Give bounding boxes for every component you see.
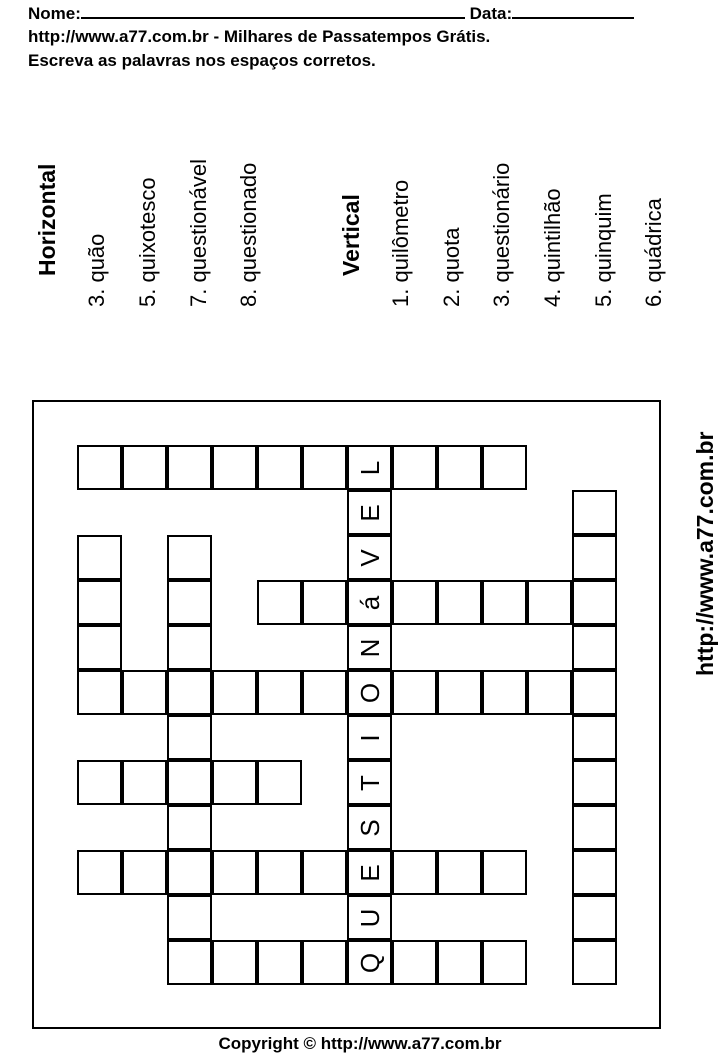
- cell-letter: I: [354, 733, 385, 742]
- grid-cell[interactable]: [167, 445, 212, 490]
- grid-cell[interactable]: [77, 760, 122, 805]
- grid-cell[interactable]: [572, 670, 617, 715]
- vertical-clue-5: 5. quinquim: [591, 193, 616, 307]
- cell-letter: E: [354, 863, 385, 882]
- grid-cell[interactable]: [347, 535, 392, 580]
- grid-cell[interactable]: [212, 445, 257, 490]
- date-label: Data:: [469, 4, 513, 23]
- grid-cell[interactable]: [77, 670, 122, 715]
- horizontal-clue-2: 5. quixotesco: [135, 177, 160, 307]
- grid-cell[interactable]: [77, 580, 122, 625]
- grid-cell[interactable]: [392, 670, 437, 715]
- grid-cell[interactable]: [572, 715, 617, 760]
- grid-cell[interactable]: [572, 490, 617, 535]
- cell-letter: N: [354, 638, 385, 657]
- grid-cell[interactable]: [572, 625, 617, 670]
- grid-cell[interactable]: [482, 940, 527, 985]
- horizontal-clue-4: 8. questionado: [236, 162, 261, 307]
- grid-cell[interactable]: [167, 580, 212, 625]
- grid-cell[interactable]: [347, 940, 392, 985]
- grid-cell[interactable]: [122, 670, 167, 715]
- horizontal-title: Horizontal: [34, 163, 60, 276]
- grid-cell[interactable]: [347, 760, 392, 805]
- instruction-text: Escreva as palavras nos espaços corretos.: [28, 51, 376, 70]
- grid-cell[interactable]: [167, 535, 212, 580]
- grid-cell[interactable]: [482, 850, 527, 895]
- grid-cell[interactable]: [572, 760, 617, 805]
- grid-cell[interactable]: [482, 445, 527, 490]
- grid-cell[interactable]: [77, 850, 122, 895]
- grid-cell[interactable]: [527, 580, 572, 625]
- grid-cell[interactable]: [347, 445, 392, 490]
- grid-cell[interactable]: [437, 940, 482, 985]
- grid-cell[interactable]: [122, 445, 167, 490]
- grid-cell[interactable]: [392, 445, 437, 490]
- cell-letter: V: [354, 548, 385, 567]
- grid-cell[interactable]: [392, 940, 437, 985]
- grid-cell[interactable]: [77, 535, 122, 580]
- grid-cell[interactable]: [527, 670, 572, 715]
- grid-cell[interactable]: [482, 670, 527, 715]
- cell-letter: Q: [354, 952, 385, 973]
- cell-letter: S: [354, 818, 385, 837]
- grid-cell[interactable]: [167, 850, 212, 895]
- grid-cell[interactable]: [572, 805, 617, 850]
- grid-cell[interactable]: [212, 940, 257, 985]
- horizontal-clue-3: 7. questionável: [186, 159, 211, 307]
- grid-cell[interactable]: [257, 445, 302, 490]
- cell-letter: E: [354, 503, 385, 522]
- grid-cell[interactable]: [347, 580, 392, 625]
- cell-letter: L: [354, 460, 385, 475]
- grid-cell[interactable]: [257, 940, 302, 985]
- grid-cell[interactable]: [167, 625, 212, 670]
- vertical-clue-3: 3. questionário: [489, 162, 514, 307]
- grid-cell[interactable]: [437, 850, 482, 895]
- grid-cell[interactable]: [167, 715, 212, 760]
- grid-cell[interactable]: [347, 805, 392, 850]
- grid-cell[interactable]: [167, 805, 212, 850]
- grid-cell[interactable]: [212, 850, 257, 895]
- cell-letter: O: [354, 682, 385, 703]
- grid-cell[interactable]: [347, 895, 392, 940]
- grid-cell[interactable]: [572, 580, 617, 625]
- grid-cell[interactable]: [212, 670, 257, 715]
- grid-cell[interactable]: [77, 445, 122, 490]
- grid-cell[interactable]: [212, 760, 257, 805]
- cell-letter: T: [354, 774, 385, 791]
- grid-cell[interactable]: [77, 625, 122, 670]
- grid-cell[interactable]: [347, 625, 392, 670]
- cell-letter: U: [354, 908, 385, 927]
- grid-cell[interactable]: [437, 580, 482, 625]
- grid-cell[interactable]: [122, 760, 167, 805]
- grid-cell[interactable]: [482, 580, 527, 625]
- grid-cell[interactable]: [572, 535, 617, 580]
- name-label: Nome:: [28, 4, 81, 23]
- site-line: http://www.a77.com.br - Milhares de Passatempos Grátis.: [28, 27, 491, 46]
- grid-cell[interactable]: [257, 760, 302, 805]
- grid-cell[interactable]: [257, 850, 302, 895]
- grid-cell[interactable]: [167, 895, 212, 940]
- grid-cell[interactable]: [572, 895, 617, 940]
- grid-cell[interactable]: [302, 850, 347, 895]
- grid-cell[interactable]: [257, 580, 302, 625]
- vertical-clue-1: 1. quilômetro: [388, 179, 413, 307]
- grid-cell[interactable]: [167, 670, 212, 715]
- grid-cell[interactable]: [437, 445, 482, 490]
- grid-cell[interactable]: [347, 670, 392, 715]
- copyright-footer: Copyright © http://www.a77.com.br: [218, 1034, 502, 1053]
- cell-letter: á: [354, 595, 385, 610]
- grid-cell[interactable]: [302, 445, 347, 490]
- grid-cell[interactable]: [302, 670, 347, 715]
- grid-cell[interactable]: [302, 580, 347, 625]
- horizontal-clue-1: 3. quão: [84, 233, 109, 307]
- grid-cell[interactable]: [257, 670, 302, 715]
- grid-cell[interactable]: [392, 850, 437, 895]
- grid-cell[interactable]: [392, 580, 437, 625]
- vertical-clue-2: 2. quota: [439, 227, 464, 307]
- side-url: http://www.a77.com.br: [692, 431, 718, 676]
- grid-cell[interactable]: [167, 760, 212, 805]
- grid-cell[interactable]: [167, 940, 212, 985]
- grid-cell[interactable]: [572, 940, 617, 985]
- grid-cell[interactable]: [347, 490, 392, 535]
- vertical-clue-4: 4. quintilhão: [540, 188, 565, 307]
- grid-cell[interactable]: [347, 715, 392, 760]
- grid-cell[interactable]: [347, 850, 392, 895]
- vertical-clue-6: 6. quádrica: [641, 198, 666, 307]
- vertical-title: Vertical: [338, 194, 364, 276]
- grid-cell[interactable]: [122, 850, 167, 895]
- grid-cell[interactable]: [302, 940, 347, 985]
- grid-cell[interactable]: [437, 670, 482, 715]
- grid-cell[interactable]: [572, 850, 617, 895]
